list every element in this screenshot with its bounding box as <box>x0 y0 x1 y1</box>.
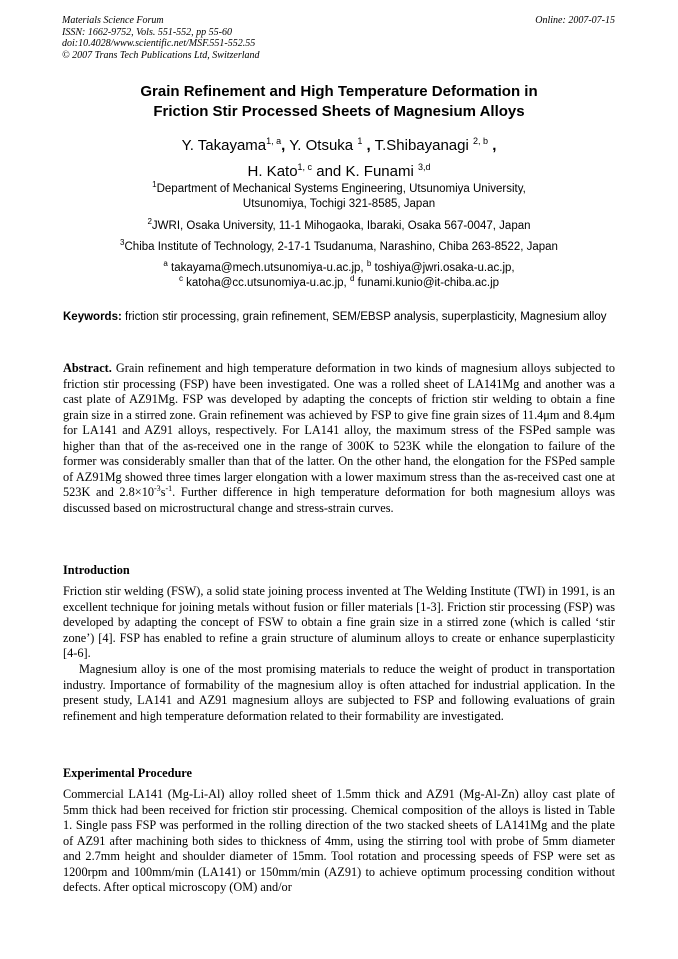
author-and: and <box>316 163 342 180</box>
abstract-text-end: . Further difference in high temperature deformation for both magnesium alloys was discussed based on microstructural change and stress-strain curves. <box>63 485 615 515</box>
email-address: funami.kunio@it-chiba.ac.jp <box>357 277 500 289</box>
affiliation-2 <box>40 219 638 234</box>
title-line-2: Friction Stir Processed Sheets of Magnesium Alloys <box>153 103 525 120</box>
affil-sup: 3 <box>120 238 125 247</box>
author-list <box>40 133 638 185</box>
email-sup: d <box>349 274 355 283</box>
author-name: Y. Otsuka <box>289 137 354 154</box>
introduction-paragraph-2: Magnesium alloy is one of the most promising materials to reduce the weight of product in transportation industry. Importance of formability of the magnesium alloy is often attached for industrial application. In the present study, LA141 and AZ91 magnesium alloys are subjected to FSP and following evaluations of grain refinement and high temperature deformation related to their formability are investigated. <box>63 662 615 723</box>
affiliation-3 <box>40 240 638 255</box>
author-sup: 1, c <box>297 162 313 172</box>
keywords-text: friction stir processing, grain refinement, SEM/EBSP analysis, superplasticity, Magnesium alloy <box>125 311 607 323</box>
section-heading-experimental: Experimental Procedure <box>63 766 192 780</box>
journal-doi: doi:10.4028/www.scientific.net/MSF.551-552.55 <box>62 38 256 49</box>
affiliation-1 <box>40 182 638 212</box>
affil-text: Utsunomiya, Tochigi 321-8585, Japan <box>242 198 436 210</box>
author-name: T.Shibayanagi <box>374 137 469 154</box>
abstract-text: Grain refinement and high temperature deformation in two kinds of magnesium alloys subjected to friction stir processing (FSP) have been investigated. One was a rolled sheet of LA141Mg and another was a cast plate of AZ91Mg. FSP was developed by adapting the concepts of friction stir welding to obtain a fine grain size in a stirred zone. Grain refinement was achieved by FSP to give fine grain sizes of 11.4μm and 8.4μm for LA141 and AZ91 alloys, respectively. For LA141 alloy, the maximum stress of the FSPed sample was higher than that of the as-received one in the range of 300K to 523K while the elongation to failure of the former was considerably smaller than that of the latter. On the other hand, the elongation for the FSPed sample of AZ91Mg showed three times larger elongation with a lower maximum stress than the as-received cast one at 523K and 2.8×10 <box>63 361 616 499</box>
author-line-1 <box>40 133 638 159</box>
experimental-paragraph-1: Commercial LA141 (Mg-Li-Al) alloy rolled sheet of 1.5mm thick and AZ91 (Mg-Al-Zn) alloy cast plate of 5mm thick had been received for friction stir processing. Chemical composition of the alloys is listed in Table 1. Single pass FSP was performed in the rolling direction of the two stacked sheets of LA141Mg and the plate of AZ91 after machining both sides to thickness of 4mm, using the stirring tool with probe of 5mm diameter and 2.7mm height and shoulder diameter of 15mm. Tool rotation and processing speeds of FSP were set as 1200rpm and 100mm/min (LA141) or 150mm/min (AZ91) to achieve optimum processing condition without defects. After optical microscopy (OM) and/or <box>63 787 615 894</box>
author-sup: 3,d <box>417 162 431 172</box>
title-line-1: Grain Refinement and High Temperature Deformation in <box>140 83 538 100</box>
email-sup: c <box>178 274 183 283</box>
email-address: katoha@cc.utsunomiya-u.ac.jp, <box>186 277 347 289</box>
author-sep: , <box>281 137 286 154</box>
email-address: takayama@mech.utsunomiya-u.ac.jp, <box>171 262 364 274</box>
author-sup: 2, b <box>473 136 489 146</box>
email-block <box>40 261 638 291</box>
abstract <box>63 361 615 516</box>
author-sep: , <box>492 137 497 154</box>
abstract-unit: s <box>160 485 166 499</box>
affil-sup: 2 <box>147 217 152 226</box>
affil-text: JWRI, Osaka University, 11-1 Mihogaoka, Ibaraki, Osaka 567-0047, Japan <box>151 220 531 232</box>
keywords <box>63 310 615 326</box>
affil-text: Department of Mechanical Systems Engineering, Utsunomiya University, <box>156 183 526 195</box>
journal-issn: ISSN: 1662-9752, Vols. 551-552, pp 55-60 <box>62 26 232 38</box>
keywords-label: Keywords: <box>63 311 122 323</box>
abstract-exponent: -3 <box>154 483 161 493</box>
author-name: Y. Takayama <box>181 137 267 154</box>
author-sup: 1, a <box>266 136 282 146</box>
online-date: Online: 2007-07-15 <box>535 15 615 26</box>
abstract-exponent: -1 <box>165 483 173 493</box>
author-name: K. Funami <box>345 163 414 180</box>
journal-name: Materials Science Forum <box>62 15 164 26</box>
email-address: toshiya@jwri.osaka-u.ac.jp, <box>374 262 515 274</box>
author-name: H. Kato <box>247 163 298 180</box>
email-sup: b <box>366 259 372 268</box>
journal-copyright: © 2007 Trans Tech Publications Ltd, Switzerland <box>62 49 260 61</box>
section-heading-introduction: Introduction <box>63 563 130 577</box>
email-sup: a <box>163 259 168 268</box>
paper-title <box>40 82 638 122</box>
journal-header <box>62 15 615 61</box>
abstract-label: Abstract. <box>63 361 112 375</box>
author-sep: , <box>366 137 371 154</box>
affil-text: Chiba Institute of Technology, 2-17-1 Tsudanuma, Narashino, Chiba 263-8522, Japan <box>124 241 558 253</box>
introduction-paragraph-1: Friction stir welding (FSW), a solid state joining process invented at The Welding Institute (TWI) in 1991, is an excellent technique for joining metals without fusion or filler materials [1-3]. Friction stir processing (FSP) was developed by adapting the concept of FSW to obtain a fine grain size in a stirred zone (which is called ‘stir zone’) [4]. FSP has enabled to refine a grain structure of aluminum alloys to create or enhance superplasticity [4-6]. <box>63 584 615 660</box>
author-sup: 1 <box>357 136 363 146</box>
affil-sup: 1 <box>152 180 157 189</box>
